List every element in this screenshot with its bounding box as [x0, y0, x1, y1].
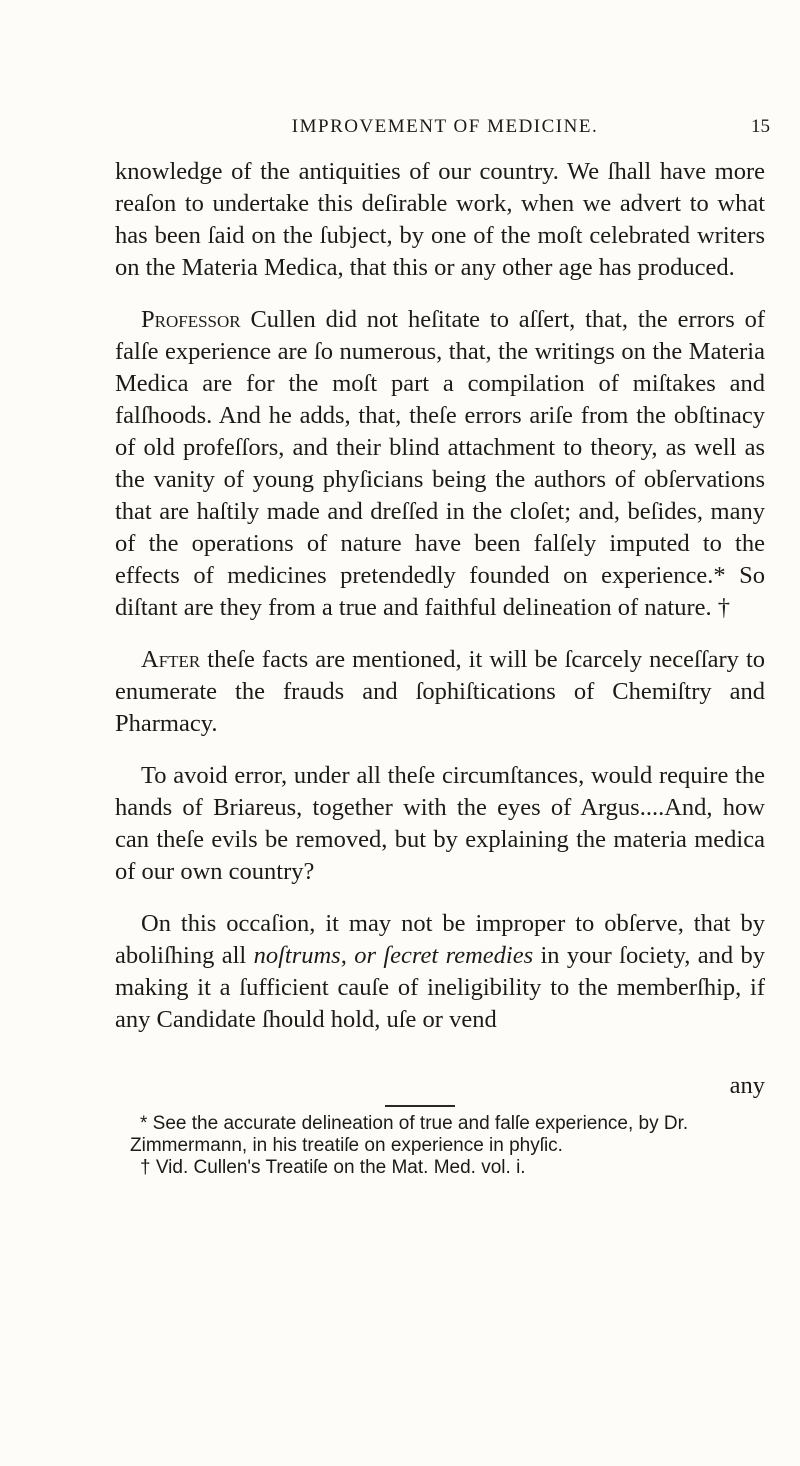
running-head: [130, 116, 770, 146]
page-number: 15: [751, 116, 770, 137]
footnote-rule: [385, 1105, 455, 1107]
paragraph-3: [115, 644, 765, 740]
paragraph-4: [115, 760, 765, 888]
paragraph-2: [115, 304, 765, 624]
paragraph-5-italic: noſtrums, or ſecret remedies: [253, 942, 534, 969]
catchword: any: [729, 1072, 765, 1099]
footnote-1: * See the accurate delineation of true and falſe experience, by Dr. Zimmermann, in his treatiſe on experience in phyſic.: [130, 1113, 689, 1156]
footnotes: [130, 1113, 770, 1179]
paragraph-3-text: theſe facts are mentioned, it will be ſcarcely neceſſary to enumerate the frauds and ſophiſtications of Chemiſtry and Pharmacy.: [115, 646, 765, 737]
paragraph-2-lead: Professor: [141, 306, 241, 333]
paragraph-2-text: Cullen did not heſitate to aſſert, that, the errors of falſe experience are ſo numerous, that, the writings on the Materia Medica are for the moſt part a compilation of miſtakes and falſhoods. And he adds, that, theſe errors ariſe from the obſtinacy of old profeſſors, and their blind attachment to theory, as well as the vanity of young phyſicians being the authors of obſervations that are haſtily made and dreſſed in the cloſet; and, beſides, many of the operations of nature have been falſely imputed to the effects of medicines pretendedly founded on experience.* So diſtant are they from a true and faithful delineation of nature. †: [115, 306, 765, 621]
footnote-2: † Vid. Cullen's Treatiſe on the Mat. Med. vol. i.: [140, 1157, 526, 1178]
paragraph-4-text: To avoid error, under all theſe circumſtances, would require the hands of Briareus, together with the eyes of Argus....And, how can theſe evils be removed, but by explaining the materia medica of our own country?: [115, 762, 765, 885]
running-title: IMPROVEMENT OF MEDICINE.: [291, 116, 599, 137]
paragraph-1-text: knowledge of the antiquities of our country. We ſhall have more reaſon to undertake this deſirable work, when we advert to what has been ſaid on the ſubject, by one of the moſt celebrated writers on the Materia Medica, that this or any other age has produced.: [115, 158, 765, 281]
body-text: [115, 156, 765, 1056]
paragraph-5-text-before: On this occaſion, it may not be improper to obſerve, that by aboliſhing all: [115, 910, 765, 969]
paragraph-5: [115, 908, 765, 1036]
paragraph-3-lead: After: [141, 646, 201, 673]
paragraph-1: [115, 156, 765, 284]
paragraph-5-text-after: in your ſociety, and by making it a ſufficient cauſe of ineligibility to the memberſhip, if any Candidate ſhould hold, uſe or vend: [115, 942, 765, 1033]
